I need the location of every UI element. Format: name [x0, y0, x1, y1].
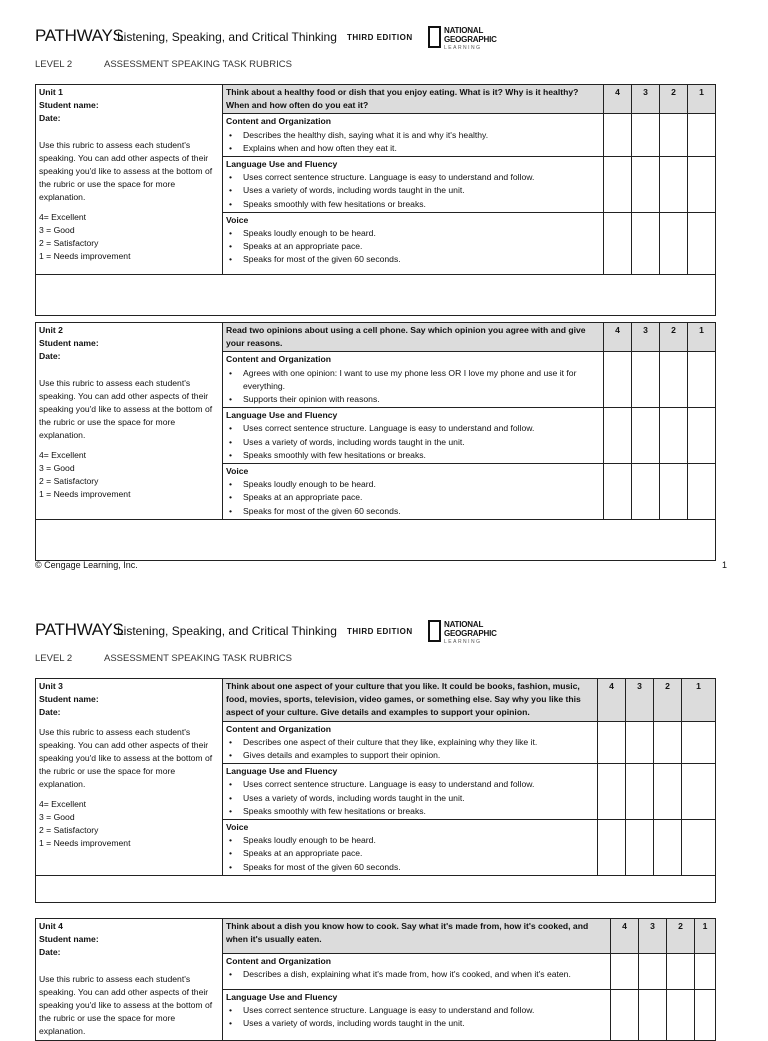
list-item: • Uses a variety of words, including words taught in the unit.	[226, 1017, 607, 1030]
list-item: • Uses correct sentence structure. Language is easy to understand and follow.	[226, 1004, 607, 1017]
unit-info-cell: Unit 2 Student name: Date: Use this rubric to assess each student's speaking. You can add other aspects of their speaking you'd like to assess at the bottom of the rubric or use the space for more explanation. 4= Excellent 3 = Good 2 = Satisfactory 1 = Needs improvement	[36, 323, 223, 520]
list-item: • Speaks loudly enough to be heard.	[226, 478, 600, 491]
score-header-3: 3	[632, 323, 660, 352]
score-cell-1[interactable]	[682, 820, 716, 876]
notes-area[interactable]	[36, 875, 716, 902]
task-prompt: Think about one aspect of your culture that you like. It could be books, fashion, music, food, movies, sports, television, video games, or something else. Say why you like this aspect of your culture. Give details and examples to support your opinion.	[223, 679, 598, 722]
score-cell-2[interactable]	[660, 157, 688, 213]
page-2	[0, 616, 768, 1037]
list-item: • Gives details and examples to support their opinion.	[226, 749, 594, 762]
list-item: • Speaks for most of the given 60 seconds.	[226, 861, 594, 874]
list-item: • Describes the healthy dish, saying what it is and why it's healthy.	[226, 129, 600, 142]
score-cell-3[interactable]	[632, 212, 660, 274]
score-cell-1[interactable]	[688, 212, 716, 274]
edition-label: THIRD EDITION	[347, 627, 413, 636]
score-header-2: 2	[660, 85, 688, 114]
score-header-1: 1	[695, 919, 716, 954]
notes-area[interactable]	[36, 274, 716, 315]
yellow-border-icon	[428, 26, 441, 48]
page-number: 1	[722, 560, 728, 570]
score-header-3: 3	[626, 679, 654, 722]
rubric-title: ASSESSMENT SPEAKING TASK RUBRICS	[104, 59, 292, 70]
score-cell-4[interactable]	[604, 352, 632, 408]
score-cell-3[interactable]	[626, 764, 654, 820]
score-cell-4[interactable]	[611, 954, 639, 989]
unit-info-cell: Unit 1 Student name: Date: Use this rubric to assess each student's speaking. You can add other aspects of their speaking you'd like to assess at the bottom of the rubric or use the space for more explanation. 4= Excellent 3 = Good 2 = Satisfactory 1 = Needs improvement	[36, 85, 223, 275]
score-cell-1[interactable]	[682, 721, 716, 764]
score-cell-3[interactable]	[632, 114, 660, 157]
score-header-1: 1	[682, 679, 716, 722]
content-criteria: Content and Organization • Describes a dish, explaining what it's made from, how it's cooked, and when it's eaten.	[223, 954, 611, 989]
score-cell-2[interactable]	[654, 764, 682, 820]
edition-label: THIRD EDITION	[347, 33, 413, 42]
language-criteria: Language Use and Fluency • Uses correct sentence structure. Language is easy to understand and follow. • Uses a variety of words, including words taught in the unit. • Speaks smoothly with few hesitations or breaks.	[223, 157, 604, 213]
book-subtitle: Listening, Speaking, and Critical Thinking	[117, 624, 337, 638]
score-header-1: 1	[688, 323, 716, 352]
list-item: • Uses a variety of words, including words taught in the unit.	[226, 436, 600, 449]
list-item: • Speaks at an appropriate pace.	[226, 240, 600, 253]
list-item: • Uses correct sentence structure. Language is easy to understand and follow.	[226, 171, 600, 184]
score-header-3: 3	[639, 919, 667, 954]
list-item: • Agrees with one opinion: I want to use my phone less OR I love my phone and use it for everything.	[226, 367, 600, 393]
page-header	[35, 22, 735, 52]
list-item: • Speaks smoothly with few hesitations or breaks.	[226, 449, 600, 462]
unit-info-cell: Unit 3 Student name: Date: Use this rubric to assess each student's speaking. You can add other aspects of their speaking you'd like to assess at the bottom of the rubric or use the space for more explanation. 4= Excellent 3 = Good 2 = Satisfactory 1 = Needs improvement	[36, 679, 223, 876]
score-cell-1[interactable]	[695, 954, 716, 989]
list-item: • Supports their opinion with reasons.	[226, 393, 600, 406]
score-header-3: 3	[632, 85, 660, 114]
score-header-4: 4	[611, 919, 639, 954]
yellow-border-icon	[428, 620, 441, 642]
score-cell-1[interactable]	[688, 352, 716, 408]
page-1	[0, 22, 768, 582]
list-item: • Speaks at an appropriate pace.	[226, 491, 600, 504]
level-label: LEVEL 2	[35, 59, 73, 70]
score-cell-4[interactable]	[611, 989, 639, 1040]
list-item: • Speaks for most of the given 60 seconds.	[226, 253, 600, 266]
voice-criteria: Voice • Speaks loudly enough to be heard. • Speaks at an appropriate pace. • Speaks for most of the given 60 seconds.	[223, 464, 604, 520]
score-cell-1[interactable]	[688, 157, 716, 213]
score-header-2: 2	[660, 323, 688, 352]
list-item: • Uses a variety of words, including words taught in the unit.	[226, 184, 600, 197]
score-cell-1[interactable]	[682, 764, 716, 820]
score-cell-3[interactable]	[626, 820, 654, 876]
content-criteria: Content and Organization • Describes one aspect of their culture that they like, explaining why they like it. • Gives details and examples to support their opinion.	[223, 721, 598, 764]
list-item: • Uses correct sentence structure. Language is easy to understand and follow.	[226, 422, 600, 435]
score-cell-3[interactable]	[632, 352, 660, 408]
unit-1-rubric	[35, 84, 716, 316]
list-item: • Describes a dish, explaining what it's made from, how it's cooked, and when it's eaten.	[226, 968, 607, 981]
score-cell-3[interactable]	[639, 989, 667, 1040]
score-header-4: 4	[604, 85, 632, 114]
score-cell-4[interactable]	[598, 820, 626, 876]
language-criteria: Language Use and Fluency • Uses correct sentence structure. Language is easy to understand and follow. • Uses a variety of words, including words taught in the unit. • Speaks smoothly with few hesitations or breaks.	[223, 764, 598, 820]
list-item: • Describes one aspect of their culture that they like, explaining why they like it.	[226, 736, 594, 749]
score-cell-3[interactable]	[639, 954, 667, 989]
score-cell-2[interactable]	[660, 352, 688, 408]
score-cell-1[interactable]	[688, 464, 716, 520]
score-cell-4[interactable]	[604, 114, 632, 157]
unit-2-rubric	[35, 322, 716, 561]
content-criteria: Content and Organization • Agrees with one opinion: I want to use my phone less OR I love my phone and use it for everything. • Supports their opinion with reasons.	[223, 352, 604, 408]
list-item: • Speaks smoothly with few hesitations or breaks.	[226, 198, 600, 211]
voice-criteria: Voice • Speaks loudly enough to be heard. • Speaks at an appropriate pace. • Speaks for most of the given 60 seconds.	[223, 212, 604, 274]
list-item: • Explains when and how often they eat it.	[226, 142, 600, 155]
score-cell-4[interactable]	[604, 464, 632, 520]
score-cell-1[interactable]	[688, 408, 716, 464]
unit-3-rubric	[35, 678, 716, 903]
list-item: • Speaks at an appropriate pace.	[226, 847, 594, 860]
score-cell-2[interactable]	[654, 721, 682, 764]
rubric-title: ASSESSMENT SPEAKING TASK RUBRICS	[104, 653, 292, 664]
copyright-text: © Cengage Learning, Inc.	[35, 560, 138, 570]
score-cell-2[interactable]	[660, 114, 688, 157]
unit-info-cell: Unit 4 Student name: Date: Use this rubric to assess each student's speaking. You can add other aspects of their speaking you'd like to assess at the bottom of the rubric or use the space for more explanation.	[36, 919, 223, 1041]
score-header-4: 4	[604, 323, 632, 352]
score-cell-1[interactable]	[688, 114, 716, 157]
list-item: • Speaks smoothly with few hesitations or breaks.	[226, 805, 594, 818]
list-item: • Speaks loudly enough to be heard.	[226, 227, 600, 240]
score-header-1: 1	[688, 85, 716, 114]
book-subtitle: Listening, Speaking, and Critical Thinking	[117, 30, 337, 44]
score-cell-4[interactable]	[604, 212, 632, 274]
level-label: LEVEL 2	[35, 653, 73, 664]
score-cell-4[interactable]	[598, 721, 626, 764]
voice-criteria: Voice • Speaks loudly enough to be heard. • Speaks at an appropriate pace. • Speaks for most of the given 60 seconds.	[223, 820, 598, 876]
task-prompt: Think about a healthy food or dish that you enjoy eating. What is it? Why is it healthy? When and how often do you eat it?	[223, 85, 604, 114]
national-geographic-logo: NATIONAL GEOGRAPHIC LEARNING	[428, 620, 528, 646]
score-cell-4[interactable]	[598, 764, 626, 820]
score-cell-4[interactable]	[604, 408, 632, 464]
score-cell-2[interactable]	[654, 820, 682, 876]
task-prompt: Read two opinions about using a cell phone. Say which opinion you agree with and give your reasons.	[223, 323, 604, 352]
list-item: • Speaks loudly enough to be heard.	[226, 834, 594, 847]
task-prompt: Think about a dish you know how to cook. Say what it's made from, how it's cooked, and when it's usually eaten.	[223, 919, 611, 954]
score-cell-2[interactable]	[667, 989, 695, 1040]
score-header-2: 2	[667, 919, 695, 954]
list-item: • Uses a variety of words, including words taught in the unit.	[226, 792, 594, 805]
score-header-2: 2	[654, 679, 682, 722]
score-cell-3[interactable]	[632, 464, 660, 520]
score-cell-2[interactable]	[660, 212, 688, 274]
score-header-4: 4	[598, 679, 626, 722]
national-geographic-logo: NATIONAL GEOGRAPHIC LEARNING	[428, 26, 528, 52]
list-item: • Uses correct sentence structure. Language is easy to understand and follow.	[226, 778, 594, 791]
language-criteria: Language Use and Fluency • Uses correct sentence structure. Language is easy to understand and follow. • Uses a variety of words, including words taught in the unit. • Speaks smoothly with few hesitations or breaks.	[223, 408, 604, 464]
brand-title: PATHWAYS	[35, 26, 124, 45]
score-cell-2[interactable]	[667, 954, 695, 989]
score-cell-3[interactable]	[626, 721, 654, 764]
score-cell-4[interactable]	[604, 157, 632, 213]
brand-title: PATHWAYS	[35, 620, 124, 639]
score-cell-2[interactable]	[660, 464, 688, 520]
list-item: • Speaks for most of the given 60 seconds.	[226, 505, 600, 518]
score-cell-2[interactable]	[660, 408, 688, 464]
score-cell-1[interactable]	[695, 989, 716, 1040]
page-header	[35, 616, 735, 646]
score-cell-3[interactable]	[632, 408, 660, 464]
unit-4-rubric	[35, 918, 716, 1041]
notes-area[interactable]	[36, 519, 716, 560]
content-criteria: Content and Organization • Describes the healthy dish, saying what it is and why it's healthy. • Explains when and how often they eat it.	[223, 114, 604, 157]
language-criteria: Language Use and Fluency • Uses correct sentence structure. Language is easy to understand and follow. • Uses a variety of words, including words taught in the unit.	[223, 989, 611, 1040]
score-cell-3[interactable]	[632, 157, 660, 213]
